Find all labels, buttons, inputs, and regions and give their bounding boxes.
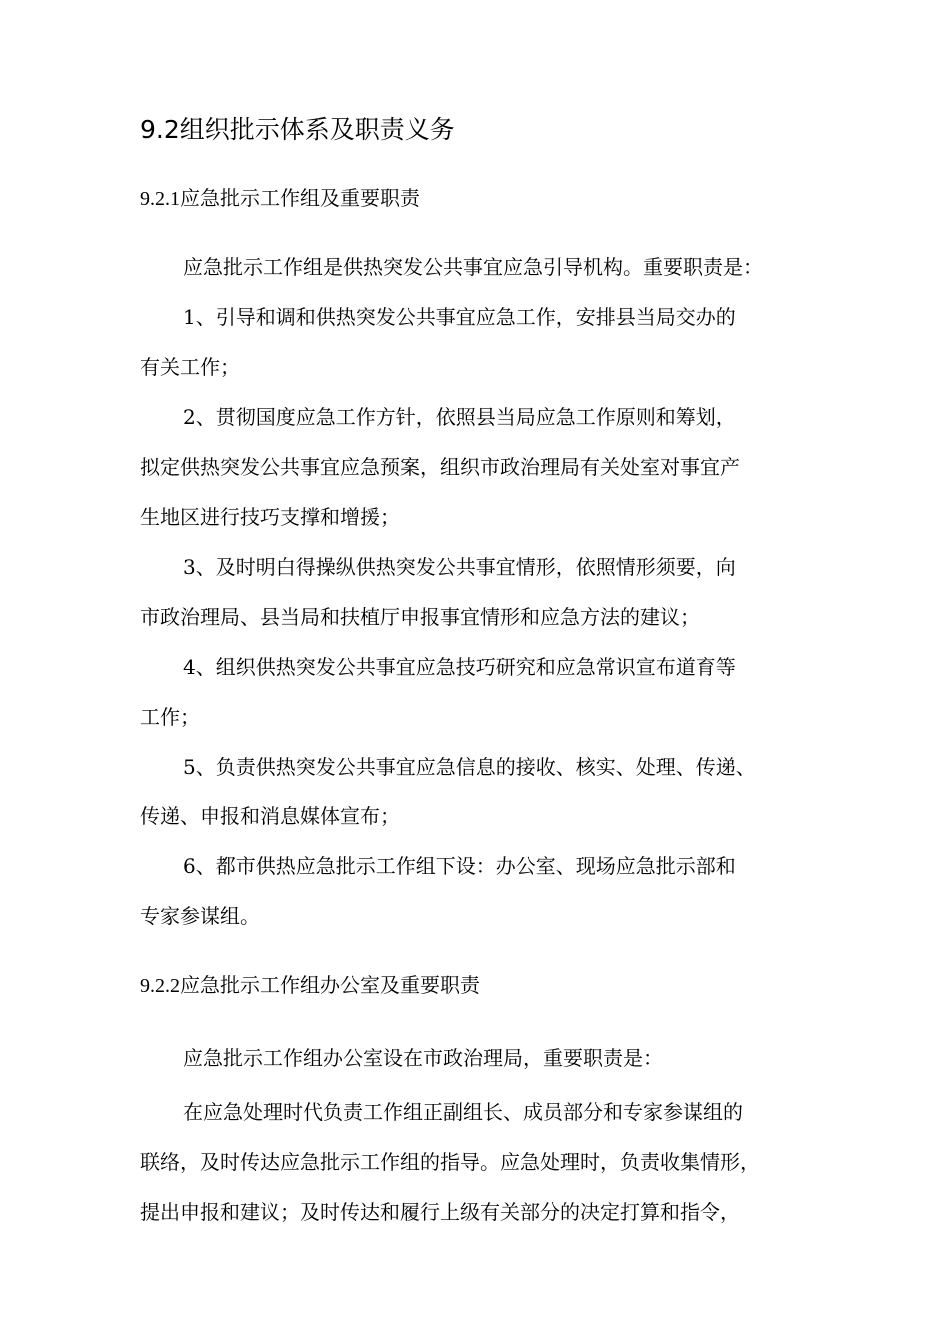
paragraph-line: 传递、申报和消息媒体宣布； — [140, 804, 400, 828]
section-heading: 9.2组织批示体系及职责义务 — [140, 115, 455, 144]
paragraph-line: 应急批示工作组办公室设在市政治理局，重要职责是： — [183, 1046, 663, 1070]
paragraph-line: 专家参谋组。 — [140, 904, 260, 928]
paragraph-line: 6、都市供热应急批示工作组下设：办公室、现场应急批示部和 — [183, 854, 736, 878]
paragraph-line: 1、引导和调和供热突发公共事宜应急工作，安排县当局交办的 — [183, 305, 736, 329]
subsection-title: 应急批示工作组及重要职责 — [180, 186, 420, 210]
paragraph-line: 提出申报和建议；及时传达和履行上级有关部分的决定打算和指令， — [140, 1200, 740, 1224]
paragraph-line: 在应急处理时代负责工作组正副组长、成员部分和专家参谋组的 — [183, 1100, 743, 1124]
paragraph-line: 3、及时明白得操纵供热突发公共事宜情形，依照情形须要，向 — [183, 555, 736, 579]
paragraph-line: 应急批示工作组是供热突发公共事宜应急引导机构。重要职责是： — [183, 255, 763, 279]
subsection-heading-1 — [140, 183, 420, 214]
paragraph-line: 联络，及时传达应急批示工作组的指导。应急处理时，负责收集情形， — [140, 1150, 760, 1174]
paragraph-line: 市政治理局、县当局和扶植厅申报事宜情形和应急方法的建议； — [140, 605, 700, 629]
paragraph-line: 4、组织供热突发公共事宜应急技巧研究和应急常识宣布道育等 — [183, 655, 736, 679]
subsection-title: 应急批示工作组办公室及重要职责 — [180, 973, 480, 997]
paragraph-line: 2、贯彻国度应急工作方针，依照县当局应急工作原则和筹划， — [183, 405, 736, 429]
paragraph-line: 有关工作； — [140, 355, 240, 379]
paragraph-line: 生地区进行技巧支撑和增援； — [140, 505, 400, 529]
subsection-heading-2 — [140, 970, 480, 1001]
paragraph-line: 5、负责供热突发公共事宜应急信息的接收、核实、处理、传递、 — [183, 755, 756, 779]
subsection-number: 9.2.2 — [140, 975, 180, 997]
subsection-number: 9.2.1 — [140, 188, 180, 210]
paragraph-line: 拟定供热突发公共事宜应急预案，组织市政治理局有关处室对事宜产 — [140, 455, 740, 479]
paragraph-line: 工作； — [140, 705, 200, 729]
